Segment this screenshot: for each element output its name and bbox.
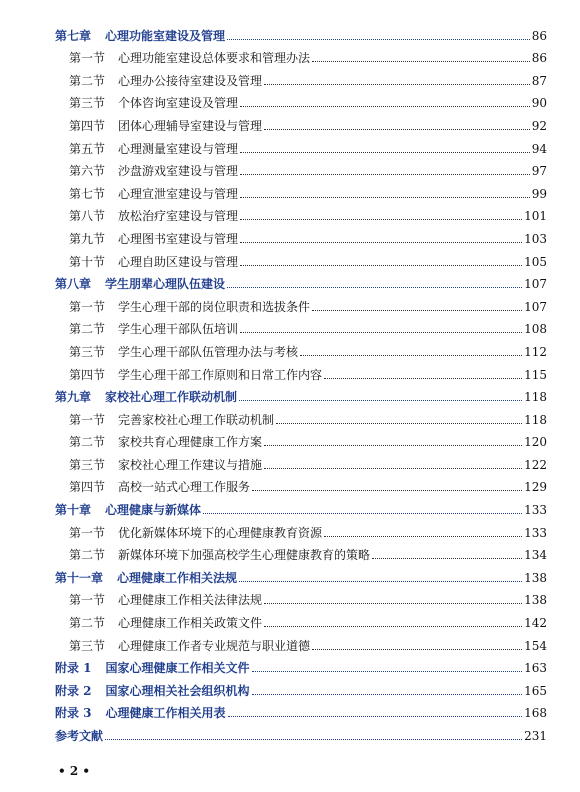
toc-entry-number: 第五节 xyxy=(69,141,106,156)
toc-entry-title: 心理健康工作相关法律法规 xyxy=(118,593,263,608)
toc-dot-leader xyxy=(300,355,522,356)
toc-entry-number: 第四节 xyxy=(69,480,106,495)
toc-section-entry[interactable] xyxy=(55,360,547,383)
toc-entry-page: 165 xyxy=(524,683,547,698)
toc-dot-leader xyxy=(240,265,522,266)
toc-dot-leader xyxy=(240,197,530,198)
toc-dot-leader xyxy=(264,626,522,627)
toc-dot-leader xyxy=(276,423,522,424)
toc-entry-page: 118 xyxy=(524,412,547,427)
toc-entry-title: 国家心理相关社会组织机构 xyxy=(105,683,250,698)
toc-entry-number: 第九章 xyxy=(55,390,92,405)
toc-entry-number: 第一节 xyxy=(69,525,106,540)
toc-entry-title: 沙盘游戏室建设与管理 xyxy=(118,164,239,179)
toc-dot-leader xyxy=(239,581,522,582)
toc-section-entry[interactable] xyxy=(55,337,547,360)
toc-dot-leader xyxy=(240,332,522,333)
toc-entry-number: 第九节 xyxy=(69,231,106,246)
toc-dot-leader xyxy=(264,603,522,604)
toc-entry-title: 心理自助区建设与管理 xyxy=(118,254,239,269)
toc-entry-number: 第一节 xyxy=(69,593,106,608)
toc-section-entry[interactable] xyxy=(55,179,547,202)
toc-entry-number: 第八节 xyxy=(69,209,106,224)
toc-dot-leader xyxy=(372,558,522,559)
toc-entry-page: 154 xyxy=(524,638,547,653)
toc-entry-page: 108 xyxy=(524,322,547,337)
toc-dot-leader xyxy=(264,445,522,446)
toc-dot-leader xyxy=(264,468,522,469)
toc-dot-leader xyxy=(252,694,523,695)
toc-entry-title: 心理健康工作相关法规 xyxy=(117,570,238,585)
toc-entry-title: 心理图书室建设与管理 xyxy=(118,231,239,246)
toc-dot-leader xyxy=(239,400,522,401)
toc-entry-title: 个体咨询室建设及管理 xyxy=(118,96,239,111)
toc-entry-title: 高校一站式心理工作服务 xyxy=(118,480,251,495)
toc-entry-title: 家校社心理工作建议与措施 xyxy=(118,457,263,472)
toc-dot-leader xyxy=(227,287,522,288)
toc-section-entry[interactable] xyxy=(55,473,547,496)
toc-dot-leader xyxy=(264,84,530,85)
toc-entry-title: 国家心理健康工作相关文件 xyxy=(105,661,250,676)
toc-dot-leader xyxy=(312,649,522,650)
toc-dot-leader xyxy=(227,39,530,40)
toc-entry-number: 附录 1 xyxy=(55,661,92,676)
toc-section-entry[interactable] xyxy=(55,89,547,112)
toc-dot-leader xyxy=(312,61,530,62)
toc-dot-leader xyxy=(203,513,522,514)
toc-dot-leader xyxy=(105,739,522,740)
toc-entry-number: 第三节 xyxy=(69,96,106,111)
toc-entry-title: 新媒体环境下加强高校学生心理健康教育的策略 xyxy=(118,548,371,563)
toc-section-entry[interactable] xyxy=(55,202,547,225)
toc-entry-number: 第七章 xyxy=(55,28,92,43)
toc-entry-title: 学生心理干部工作原则和日常工作内容 xyxy=(118,367,323,382)
toc-entry-page: 107 xyxy=(524,299,547,314)
toc-entry-title: 心理健康工作相关用表 xyxy=(105,706,226,721)
toc-entry-number: 第二节 xyxy=(69,435,106,450)
toc-entry-title: 参考文献 xyxy=(55,729,104,743)
toc-entry-number: 附录 3 xyxy=(55,706,92,721)
toc-entry-number: 第十一章 xyxy=(55,570,104,585)
toc-section-entry[interactable] xyxy=(55,224,547,247)
toc-chapter-entry[interactable] xyxy=(55,383,547,406)
toc-entry-number: 第三节 xyxy=(69,344,106,359)
toc-entry-number: 第四节 xyxy=(69,367,106,382)
toc-chapter-entry[interactable] xyxy=(55,495,547,518)
toc-entry-title: 心理功能室建设及管理 xyxy=(105,28,226,43)
toc-dot-leader xyxy=(240,106,530,107)
toc-entry-number: 附录 2 xyxy=(55,683,92,698)
toc-entry-title: 心理宣泄室建设与管理 xyxy=(118,186,239,201)
toc-dot-leader xyxy=(324,378,522,379)
toc-entry-page: 231 xyxy=(524,729,547,743)
toc-entry-number: 第七节 xyxy=(69,186,106,201)
toc-section-entry[interactable] xyxy=(55,631,547,654)
toc-entry-title: 学生心理干部队伍管理办法与考核 xyxy=(118,344,299,359)
toc-section-entry[interactable] xyxy=(55,428,547,451)
toc-entry-page: 86 xyxy=(531,51,547,66)
toc-entry-page: 105 xyxy=(524,254,547,269)
toc-entry-page: 97 xyxy=(531,164,547,179)
toc-section-entry[interactable] xyxy=(55,134,547,157)
toc-section-entry[interactable] xyxy=(55,292,547,315)
toc-entry-title: 心理健康工作者专业规范与职业道德 xyxy=(118,638,311,653)
toc-chapter-entry[interactable] xyxy=(55,699,547,722)
toc-dot-leader xyxy=(252,671,523,672)
toc-entry-page: 118 xyxy=(524,390,547,405)
toc-entry-number: 第二节 xyxy=(69,548,106,563)
toc-entry-page: 112 xyxy=(524,344,547,359)
toc-entry-page: 86 xyxy=(531,28,547,43)
toc-entry-number: 第一节 xyxy=(69,299,106,314)
toc-entry-number: 第二节 xyxy=(69,616,106,631)
toc-entry-number: 第三节 xyxy=(69,638,106,653)
toc-entry-page: 138 xyxy=(524,570,547,585)
toc-entry-title: 家校共育心理健康工作方案 xyxy=(118,435,263,450)
toc-section-entry[interactable] xyxy=(55,405,547,428)
toc-chapter-entry[interactable] xyxy=(55,563,547,586)
page-number-footer: • 2 • xyxy=(58,764,91,778)
toc-chapter-entry[interactable] xyxy=(55,721,547,744)
toc-entry-page: 129 xyxy=(524,480,547,495)
toc-entry-title: 放松治疗室建设与管理 xyxy=(118,209,239,224)
toc-entry-title: 心理测量室建设与管理 xyxy=(118,141,239,156)
toc-chapter-entry[interactable] xyxy=(55,270,547,293)
toc-entry-page: 101 xyxy=(524,209,547,224)
toc-dot-leader xyxy=(252,490,522,491)
toc-entry-page: 103 xyxy=(524,231,547,246)
toc-entry-number: 第三节 xyxy=(69,457,106,472)
toc-dot-leader xyxy=(240,242,522,243)
toc-entry-title: 学生朋辈心理队伍建设 xyxy=(105,277,226,292)
toc-entry-page: 163 xyxy=(524,661,547,676)
toc-dot-leader xyxy=(324,536,522,537)
toc-entry-number: 第一节 xyxy=(69,51,106,66)
toc-entry-page: 90 xyxy=(531,96,547,111)
toc-chapter-entry[interactable] xyxy=(55,21,547,44)
toc-entry-title: 学生心理干部队伍培训 xyxy=(118,322,239,337)
toc-entry-title: 心理健康与新媒体 xyxy=(105,503,202,518)
toc-chapter-entry[interactable] xyxy=(55,654,547,677)
toc-entry-title: 心理办公接待室建设及管理 xyxy=(118,73,263,88)
toc-section-entry[interactable] xyxy=(55,450,547,473)
toc-entry-page: 87 xyxy=(531,73,547,88)
toc-section-entry[interactable] xyxy=(55,44,547,67)
toc-section-entry[interactable] xyxy=(55,586,547,609)
toc-dot-leader xyxy=(240,152,530,153)
toc-entry-page: 115 xyxy=(524,367,547,382)
toc-entry-page: 120 xyxy=(524,435,547,450)
toc-entry-number: 第六节 xyxy=(69,164,106,179)
toc-entry-title: 心理健康工作相关政策文件 xyxy=(118,616,263,631)
toc-entry-page: 107 xyxy=(524,277,547,292)
toc-entry-page: 133 xyxy=(524,503,547,518)
toc-section-entry[interactable] xyxy=(55,608,547,631)
toc-entry-page: 142 xyxy=(524,616,547,631)
toc-entry-page: 168 xyxy=(524,706,547,721)
toc-dot-leader xyxy=(312,310,522,311)
toc-section-entry[interactable] xyxy=(55,111,547,134)
toc-entry-page: 99 xyxy=(531,186,547,201)
table-of-contents xyxy=(55,21,547,744)
toc-entry-number: 第二节 xyxy=(69,322,106,337)
toc-entry-number: 第八章 xyxy=(55,277,92,292)
toc-entry-page: 134 xyxy=(524,548,547,563)
toc-section-entry[interactable] xyxy=(55,541,547,564)
toc-entry-page: 122 xyxy=(524,457,547,472)
toc-entry-title: 团体心理辅导室建设与管理 xyxy=(118,118,263,133)
toc-entry-title: 完善家校社心理工作联动机制 xyxy=(118,412,275,427)
toc-section-entry[interactable] xyxy=(55,315,547,338)
toc-section-entry[interactable] xyxy=(55,518,547,541)
toc-entry-number: 第二节 xyxy=(69,73,106,88)
toc-entry-page: 92 xyxy=(531,118,547,133)
toc-section-entry[interactable] xyxy=(55,66,547,89)
toc-dot-leader xyxy=(240,174,530,175)
toc-dot-leader xyxy=(240,219,522,220)
toc-section-entry[interactable] xyxy=(55,247,547,270)
toc-entry-title: 学生心理干部的岗位职责和选拔条件 xyxy=(118,299,311,314)
toc-entry-title: 心理功能室建设总体要求和管理办法 xyxy=(118,51,311,66)
toc-dot-leader xyxy=(228,716,523,717)
toc-entry-number: 第四节 xyxy=(69,118,106,133)
toc-entry-title: 优化新媒体环境下的心理健康教育资源 xyxy=(118,525,323,540)
toc-chapter-entry[interactable] xyxy=(55,676,547,699)
toc-entry-number: 第十章 xyxy=(55,503,92,518)
toc-section-entry[interactable] xyxy=(55,157,547,180)
toc-entry-number: 第十节 xyxy=(69,254,106,269)
toc-entry-number: 第一节 xyxy=(69,412,106,427)
toc-dot-leader xyxy=(264,129,530,130)
toc-entry-page: 133 xyxy=(524,525,547,540)
toc-entry-title: 家校社心理工作联动机制 xyxy=(105,390,238,405)
toc-entry-page: 94 xyxy=(531,141,547,156)
toc-entry-page: 138 xyxy=(524,593,547,608)
